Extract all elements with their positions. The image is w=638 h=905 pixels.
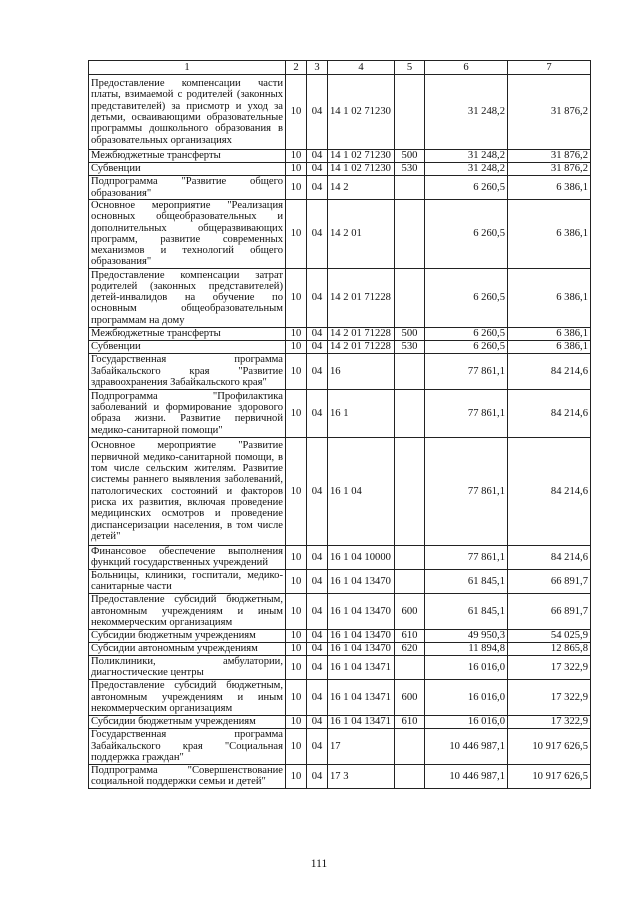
row-name: Государственная программа Забайкальского края "Развитие здравоохранения Забайкальского края" <box>89 353 286 389</box>
row-amount-2: 17 322,9 <box>508 655 591 679</box>
row-expense-type <box>395 655 425 679</box>
row-amount-1: 16 016,0 <box>425 715 508 728</box>
row-amount-1: 31 248,2 <box>425 163 508 176</box>
table-row <box>89 437 591 545</box>
row-section: 10 <box>286 75 307 150</box>
row-section: 10 <box>286 764 307 788</box>
row-target-code: 14 1 02 71230 <box>328 75 395 150</box>
row-name: Субвенции <box>89 340 286 353</box>
row-amount-2: 17 322,9 <box>508 679 591 715</box>
row-name: Подпрограмма "Профилактика заболеваний и формирование здорового образа жизни. Развитие первичной медико-санитарной помощи" <box>89 389 286 437</box>
row-expense-type: 530 <box>395 340 425 353</box>
row-amount-1: 10 446 987,1 <box>425 728 508 764</box>
row-amount-1: 6 260,5 <box>425 176 508 200</box>
row-expense-type: 620 <box>395 642 425 655</box>
row-amount-2: 84 214,6 <box>508 389 591 437</box>
row-section: 10 <box>286 353 307 389</box>
row-name: Субсидии автономным учреждениям <box>89 642 286 655</box>
row-section: 10 <box>286 629 307 642</box>
row-amount-1: 6 260,5 <box>425 340 508 353</box>
table-row <box>89 728 591 764</box>
row-name: Межбюджетные трансферты <box>89 150 286 163</box>
table-row <box>89 569 591 593</box>
row-section: 10 <box>286 437 307 545</box>
row-section: 10 <box>286 200 307 269</box>
row-subsection: 04 <box>307 569 328 593</box>
table-row <box>89 353 591 389</box>
row-amount-1: 6 260,5 <box>425 268 508 327</box>
row-amount-1: 10 446 987,1 <box>425 764 508 788</box>
header-cell: 3 <box>307 61 328 75</box>
row-target-code: 14 2 <box>328 176 395 200</box>
row-target-code: 14 2 01 71228 <box>328 340 395 353</box>
row-name: Подпрограмма "Развитие общего образования" <box>89 176 286 200</box>
table-row <box>89 389 591 437</box>
table-row <box>89 715 591 728</box>
row-subsection: 04 <box>307 764 328 788</box>
row-name: Больницы, клиники, госпитали, медико-санитарные части <box>89 569 286 593</box>
row-amount-2: 31 876,2 <box>508 163 591 176</box>
table-row <box>89 655 591 679</box>
row-name: Субсидии бюджетным учреждениям <box>89 715 286 728</box>
row-subsection: 04 <box>307 715 328 728</box>
table-row <box>89 764 591 788</box>
row-target-code: 16 1 <box>328 389 395 437</box>
row-amount-2: 12 865,8 <box>508 642 591 655</box>
table-row <box>89 545 591 569</box>
row-amount-1: 77 861,1 <box>425 437 508 545</box>
row-subsection: 04 <box>307 176 328 200</box>
row-name: Субсидии бюджетным учреждениям <box>89 629 286 642</box>
row-section: 10 <box>286 150 307 163</box>
row-section: 10 <box>286 268 307 327</box>
row-expense-type <box>395 437 425 545</box>
row-expense-type <box>395 728 425 764</box>
row-amount-1: 31 248,2 <box>425 75 508 150</box>
row-amount-2: 84 214,6 <box>508 437 591 545</box>
table-row <box>89 268 591 327</box>
row-amount-2: 10 917 626,5 <box>508 728 591 764</box>
row-expense-type <box>395 268 425 327</box>
row-name: Финансовое обеспечение выполнения функций государственных учреждений <box>89 545 286 569</box>
row-expense-type <box>395 764 425 788</box>
row-target-code: 16 1 04 13471 <box>328 715 395 728</box>
table-row <box>89 642 591 655</box>
table-row <box>89 679 591 715</box>
row-amount-2: 84 214,6 <box>508 353 591 389</box>
row-subsection: 04 <box>307 679 328 715</box>
row-amount-2: 6 386,1 <box>508 176 591 200</box>
row-section: 10 <box>286 389 307 437</box>
row-section: 10 <box>286 593 307 629</box>
row-target-code: 16 1 04 13470 <box>328 593 395 629</box>
row-name: Предоставление компенсации части платы, взимаемой с родителей (законных представителей) за присмотр и уход за детьми, осваивающими образовательные программы дошкольного образования в образовательных организациях <box>89 75 286 150</box>
row-amount-2: 84 214,6 <box>508 545 591 569</box>
table-row <box>89 340 591 353</box>
row-expense-type <box>395 200 425 269</box>
row-section: 10 <box>286 340 307 353</box>
row-section: 10 <box>286 728 307 764</box>
row-subsection: 04 <box>307 75 328 150</box>
row-expense-type: 530 <box>395 163 425 176</box>
row-name: Субвенции <box>89 163 286 176</box>
header-cell: 4 <box>328 61 395 75</box>
row-name: Предоставление компенсации затрат родителей (законных представителей) детей-инвалидов на обучение по основным общеобразовательным программам на дому <box>89 268 286 327</box>
table-row <box>89 176 591 200</box>
table-row <box>89 629 591 642</box>
row-expense-type <box>395 569 425 593</box>
row-section: 10 <box>286 176 307 200</box>
row-amount-1: 61 845,1 <box>425 569 508 593</box>
row-expense-type: 600 <box>395 593 425 629</box>
row-target-code: 14 2 01 71228 <box>328 268 395 327</box>
row-amount-2: 66 891,7 <box>508 593 591 629</box>
row-expense-type <box>395 545 425 569</box>
row-subsection: 04 <box>307 545 328 569</box>
row-expense-type: 500 <box>395 150 425 163</box>
row-amount-1: 11 894,8 <box>425 642 508 655</box>
row-amount-1: 61 845,1 <box>425 593 508 629</box>
row-amount-2: 54 025,9 <box>508 629 591 642</box>
table-header-row <box>89 61 591 75</box>
row-subsection: 04 <box>307 389 328 437</box>
row-target-code: 14 1 02 71230 <box>328 163 395 176</box>
header-cell: 1 <box>89 61 286 75</box>
row-amount-1: 6 260,5 <box>425 327 508 340</box>
row-target-code: 14 2 01 71228 <box>328 327 395 340</box>
row-subsection: 04 <box>307 268 328 327</box>
row-amount-2: 17 322,9 <box>508 715 591 728</box>
row-subsection: 04 <box>307 728 328 764</box>
row-name: Предоставление субсидий бюджетным, автономным учреждениям и иным некоммерческим организациям <box>89 593 286 629</box>
row-target-code: 17 <box>328 728 395 764</box>
row-amount-1: 31 248,2 <box>425 150 508 163</box>
row-expense-type: 610 <box>395 629 425 642</box>
row-section: 10 <box>286 679 307 715</box>
row-expense-type: 600 <box>395 679 425 715</box>
page-number: 111 <box>310 858 328 870</box>
row-subsection: 04 <box>307 642 328 655</box>
row-expense-type <box>395 75 425 150</box>
table-row <box>89 200 591 269</box>
row-amount-2: 31 876,2 <box>508 150 591 163</box>
row-section: 10 <box>286 327 307 340</box>
row-subsection: 04 <box>307 340 328 353</box>
table-row <box>89 75 591 150</box>
row-section: 10 <box>286 545 307 569</box>
row-target-code: 16 1 04 13471 <box>328 679 395 715</box>
row-amount-1: 6 260,5 <box>425 200 508 269</box>
row-target-code: 16 1 04 13470 <box>328 569 395 593</box>
row-amount-1: 49 950,3 <box>425 629 508 642</box>
row-amount-2: 6 386,1 <box>508 340 591 353</box>
row-name: Поликлиники, амбулатории, диагностические центры <box>89 655 286 679</box>
row-amount-1: 77 861,1 <box>425 353 508 389</box>
row-subsection: 04 <box>307 593 328 629</box>
header-cell: 2 <box>286 61 307 75</box>
row-section: 10 <box>286 163 307 176</box>
row-target-code: 16 <box>328 353 395 389</box>
row-name: Основное мероприятие "Развитие первичной медико-санитарной помощи, в том числе сельским жителям. Развитие системы раннего выявления заболеваний, патологических состояний и факторов риска их развития, включая проведение медицинских осмотров и проведение диспансеризации населения, в том числе детей" <box>89 437 286 545</box>
row-name: Предоставление субсидий бюджетным, автономным учреждениям и иным некоммерческим организациям <box>89 679 286 715</box>
row-amount-2: 6 386,1 <box>508 200 591 269</box>
row-amount-2: 6 386,1 <box>508 327 591 340</box>
row-target-code: 16 1 04 13470 <box>328 629 395 642</box>
row-subsection: 04 <box>307 437 328 545</box>
row-expense-type <box>395 353 425 389</box>
row-subsection: 04 <box>307 150 328 163</box>
header-cell: 6 <box>425 61 508 75</box>
row-target-code: 14 2 01 <box>328 200 395 269</box>
table-row <box>89 163 591 176</box>
row-target-code: 14 1 02 71230 <box>328 150 395 163</box>
row-subsection: 04 <box>307 327 328 340</box>
row-target-code: 16 1 04 13471 <box>328 655 395 679</box>
row-target-code: 17 3 <box>328 764 395 788</box>
row-subsection: 04 <box>307 655 328 679</box>
row-subsection: 04 <box>307 353 328 389</box>
header-cell: 5 <box>395 61 425 75</box>
row-amount-1: 77 861,1 <box>425 545 508 569</box>
table-row <box>89 327 591 340</box>
row-section: 10 <box>286 655 307 679</box>
row-expense-type <box>395 389 425 437</box>
row-amount-1: 16 016,0 <box>425 679 508 715</box>
row-name: Межбюджетные трансферты <box>89 327 286 340</box>
row-section: 10 <box>286 569 307 593</box>
table-row <box>89 150 591 163</box>
row-subsection: 04 <box>307 200 328 269</box>
row-amount-2: 6 386,1 <box>508 268 591 327</box>
row-name: Основное мероприятие "Реализация основных общеобразовательных и дополнительных общеразвивающих программ, развитие современных механизмов и технологий общего образования" <box>89 200 286 269</box>
row-amount-2: 66 891,7 <box>508 569 591 593</box>
row-name: Подпрограмма "Совершенствование социальной поддержки семьи и детей" <box>89 764 286 788</box>
row-subsection: 04 <box>307 629 328 642</box>
row-amount-1: 77 861,1 <box>425 389 508 437</box>
row-target-code: 16 1 04 10000 <box>328 545 395 569</box>
row-amount-2: 31 876,2 <box>508 75 591 150</box>
row-section: 10 <box>286 715 307 728</box>
row-expense-type <box>395 176 425 200</box>
row-target-code: 16 1 04 <box>328 437 395 545</box>
budget-table <box>88 60 591 789</box>
row-section: 10 <box>286 642 307 655</box>
row-target-code: 16 1 04 13470 <box>328 642 395 655</box>
row-expense-type: 500 <box>395 327 425 340</box>
table-row <box>89 593 591 629</box>
row-name: Государственная программа Забайкальского края "Социальная поддержка граждан" <box>89 728 286 764</box>
row-amount-1: 16 016,0 <box>425 655 508 679</box>
row-expense-type: 610 <box>395 715 425 728</box>
header-cell: 7 <box>508 61 591 75</box>
row-amount-2: 10 917 626,5 <box>508 764 591 788</box>
row-subsection: 04 <box>307 163 328 176</box>
